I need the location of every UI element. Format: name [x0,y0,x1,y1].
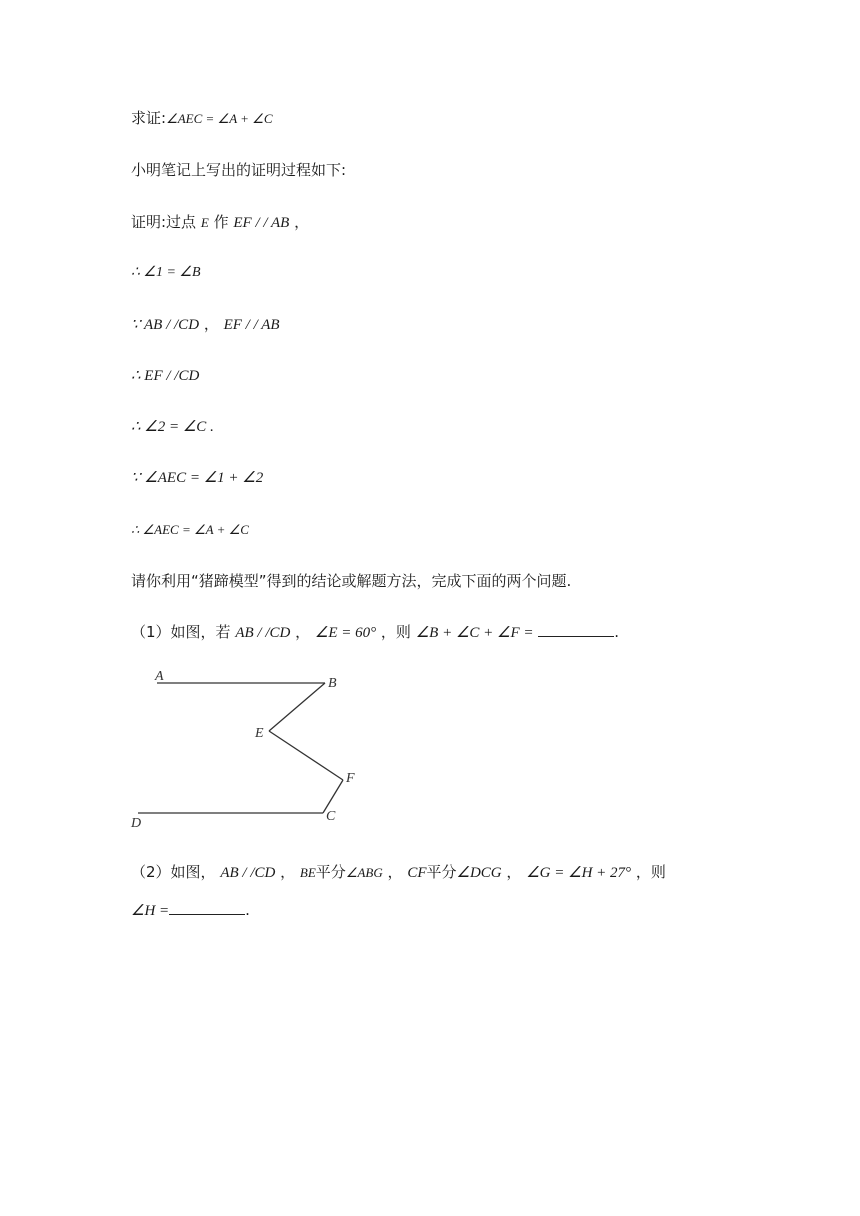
proof-step-5: ∴ ∠2 = ∠C . [131,419,214,435]
comma: ， [387,863,403,881]
given-parallel: ∵ AB / /CD [131,317,200,333]
parallel-construct: EF / / AB [233,215,290,231]
question-2-answer [131,900,250,921]
q2-cf: CF [407,865,427,881]
period: . [245,901,250,919]
constructed-parallel: EF / / AB [223,317,280,333]
q1-parallel: AB / /CD [235,625,291,641]
q1-prefix: （1）如图，若 [131,623,231,641]
q2-be: BE [299,865,316,880]
segment-ef [269,731,343,780]
label-d: D [131,816,142,831]
q2-angle-abg: ∠ABG [345,865,383,880]
q2-angle-g: ∠G = ∠H + 27° [526,865,632,881]
prove-label: 求证: [131,109,167,127]
notes-intro: 小明笔记上写出的证明过程如下: [131,161,347,179]
proof-label: 证明:过点 [131,213,197,231]
label-a: A [155,669,164,684]
proof-step-3 [131,314,280,335]
q1-sum: ∠B + ∠C + ∠F = [415,625,534,641]
comma: ， [203,315,219,333]
prove-equation: ∠AEC = ∠A + ∠C [166,111,273,126]
q2-angle-h: ∠H = [131,903,170,919]
prove-statement [131,108,273,129]
proof-step-2: ∴ ∠1 = ∠B [131,265,201,280]
proof-step-6: ∵ ∠AEC = ∠1 + ∠2 [131,470,264,486]
figure-lines [138,683,343,813]
q2-then: ，则 [635,863,666,881]
q2-angle-dcg: ∠DCG [456,865,502,881]
make-word: 作 [213,213,229,231]
label-b: B [328,676,337,691]
q2-answer-blank[interactable] [169,900,245,915]
label-f: F [346,771,355,786]
label-e: E [255,726,264,741]
period: . [614,623,620,641]
q2-bisect-1: 平分 [315,863,346,881]
q2-parallel: AB / /CD [220,865,276,881]
comma: ， [506,863,522,881]
q1-angle-e: ∠E = 60° [314,625,377,641]
q1-answer-blank[interactable] [538,622,614,637]
comma: ， [295,623,311,641]
q2-bisect-2: 平分 [426,863,457,881]
segment-be [269,683,325,731]
instruction: 请你利用“猪蹄模型”得到的结论或解题方法，完成下面的两个问题. [131,572,572,590]
proof-step-1 [131,212,309,233]
question-1 [131,622,619,643]
q1-then: ，则 [380,623,411,641]
zigzag-figure [126,663,366,838]
proof-step-4: ∴ EF / /CD [131,368,200,384]
q2-prefix: （2）如图， [131,863,216,881]
point-e: E [200,215,209,230]
label-c: C [326,809,336,824]
proof-step-7: ∴ ∠AEC = ∠A + ∠C [131,522,249,537]
question-2 [131,862,666,883]
comma: ， [294,213,310,231]
comma: ， [280,863,296,881]
